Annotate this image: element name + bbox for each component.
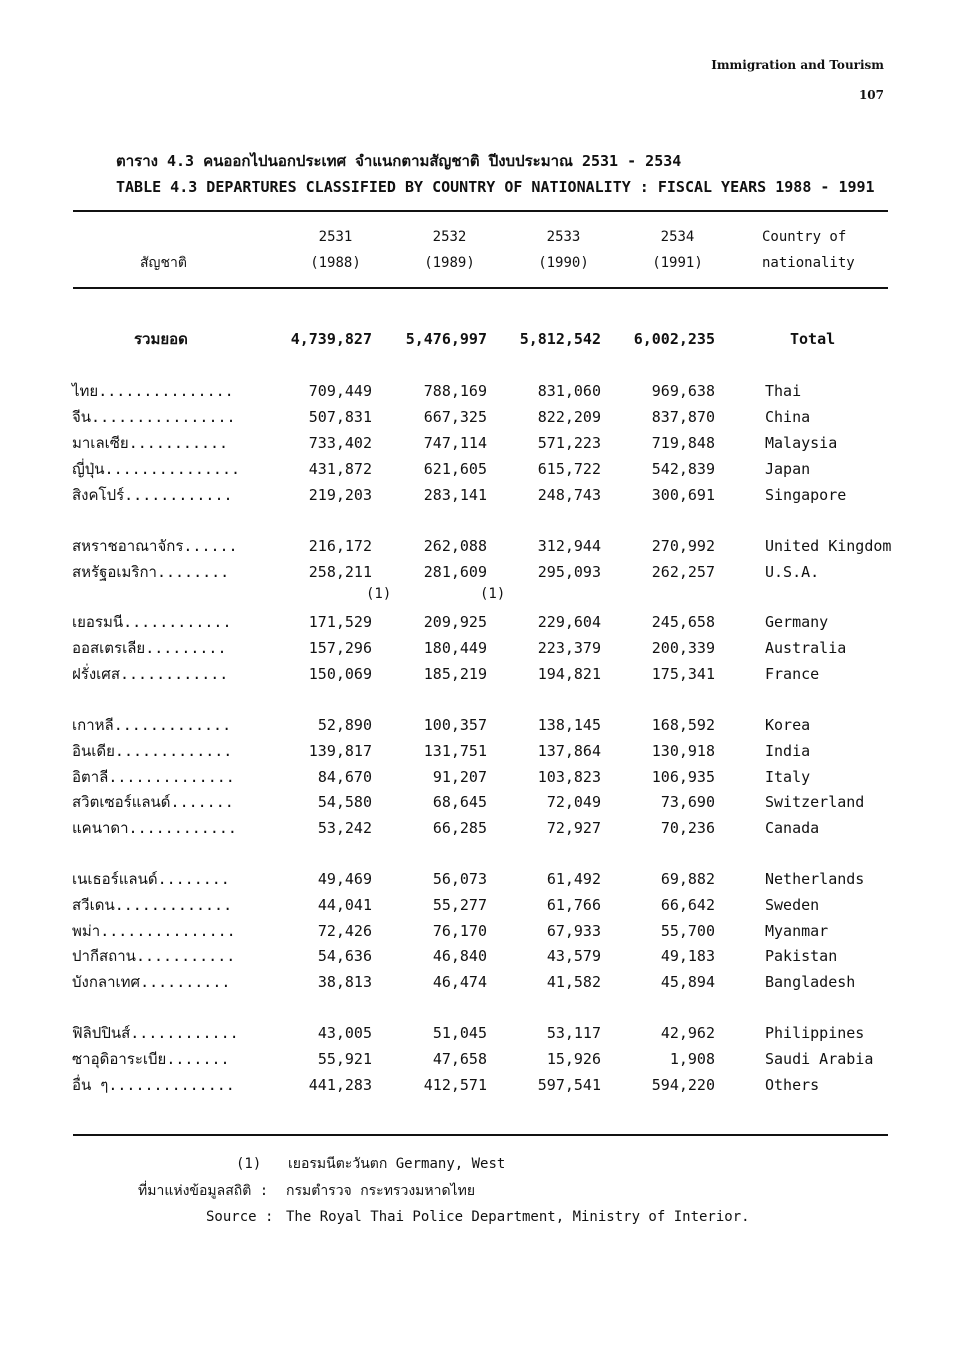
departures-value: 441,283 <box>308 1076 372 1094</box>
departures-value: 283,141 <box>423 486 487 504</box>
source-thai-text: กรมตำรวจ กระทรวงมหาดไทย <box>286 1183 476 1199</box>
header-nationality-thai: สัญชาติ <box>140 255 187 271</box>
nationality-english: Canada <box>765 819 820 837</box>
departures-value: 73,690 <box>660 793 715 811</box>
nationality-thai: ซาอุดิอาระเบีย....... <box>72 1050 230 1068</box>
total-label-thai: รวมยอด <box>134 330 188 348</box>
departures-value: 831,060 <box>537 382 601 400</box>
source-english-text: The Royal Thai Police Department, Ministry of Interior. <box>286 1209 750 1225</box>
departures-value: 55,921 <box>317 1050 372 1068</box>
departures-value: 49,469 <box>317 870 372 888</box>
nationality-thai: เยอรมนี............ <box>72 613 232 631</box>
nationality-english: Myanmar <box>765 922 829 940</box>
nationality-thai: สวิตเซอร์แลนด์....... <box>72 793 234 811</box>
table-row <box>0 1046 966 1072</box>
table-row <box>0 559 966 585</box>
nationality-thai: มาเลเซีย........... <box>72 434 229 452</box>
total-1991: 6,002,235 <box>633 330 715 348</box>
nationality-thai: ไทย............... <box>72 382 234 400</box>
nationality-thai: อินเดีย............. <box>72 742 233 760</box>
departures-value: 200,339 <box>651 639 715 657</box>
departures-value: 594,220 <box>651 1076 715 1094</box>
footnote-1-marker: (1) <box>236 1156 262 1172</box>
nationality-thai: อื่น ๆ.............. <box>72 1076 235 1094</box>
departures-value: 300,691 <box>651 486 715 504</box>
table-row <box>0 661 966 687</box>
nationality-thai: เนเธอร์แลนด์........ <box>72 870 230 888</box>
nationality-thai: ออสเตรเลีย......... <box>72 639 227 657</box>
departures-value: 137,864 <box>537 742 601 760</box>
nationality-thai: ญี่ปุ่น............... <box>72 460 241 478</box>
departures-value: 295,093 <box>537 563 601 581</box>
departures-value: 248,743 <box>537 486 601 504</box>
departures-value: 72,927 <box>546 819 601 837</box>
nationality-thai: พม่า............... <box>72 922 236 940</box>
departures-value: 41,582 <box>546 973 601 991</box>
departures-value: 837,870 <box>651 408 715 426</box>
table-title-thai: ตาราง 4.3 คนออกไปนอกประเทศ จำแนกตามสัญชาติ ปีงบประมาณ 2531 - 2534 <box>116 152 682 170</box>
departures-value: 42,962 <box>660 1024 715 1042</box>
nationality-english: Germany <box>765 613 829 631</box>
departures-value: 68,645 <box>432 793 487 811</box>
table-row <box>0 533 966 559</box>
departures-value: 788,169 <box>423 382 487 400</box>
nationality-english: Japan <box>765 460 811 478</box>
departures-value: 312,944 <box>537 537 601 555</box>
departures-value: 281,609 <box>423 563 487 581</box>
nationality-english: India <box>765 742 811 760</box>
departures-value: 46,840 <box>432 947 487 965</box>
footnote-ref-1988: (1) <box>366 586 392 602</box>
nationality-english: Saudi Arabia <box>765 1050 874 1068</box>
departures-value: 43,579 <box>546 947 601 965</box>
departures-value: 180,449 <box>423 639 487 657</box>
nationality-english: France <box>765 665 820 683</box>
departures-value: 15,926 <box>546 1050 601 1068</box>
nationality-english: Netherlands <box>765 870 865 888</box>
departures-value: 56,073 <box>432 870 487 888</box>
table-row <box>0 764 966 790</box>
nationality-thai: อิตาลี.............. <box>72 768 235 786</box>
table-title-english: TABLE 4.3 DEPARTURES CLASSIFIED BY COUNTRY OF NATIONALITY : FISCAL YEARS 1988 - 1991 <box>116 178 875 196</box>
nationality-thai: สวีเดน............. <box>72 896 233 914</box>
header-year-3: 2533 (1990) <box>538 229 589 271</box>
departures-value: 61,492 <box>546 870 601 888</box>
departures-value: 138,145 <box>537 716 601 734</box>
departures-value: 46,474 <box>432 973 487 991</box>
table-row <box>0 609 966 635</box>
departures-value: 61,766 <box>546 896 601 914</box>
departures-value: 49,183 <box>660 947 715 965</box>
source-english-label: Source : <box>206 1209 274 1225</box>
table-row <box>0 789 966 815</box>
total-1988: 4,739,827 <box>290 330 372 348</box>
departures-value: 157,296 <box>308 639 372 657</box>
departures-value: 55,700 <box>660 922 715 940</box>
departures-value: 270,992 <box>651 537 715 555</box>
departures-value: 66,642 <box>660 896 715 914</box>
nationality-english: Bangladesh <box>765 973 856 991</box>
nationality-thai: สหรัฐอเมริกา........ <box>72 563 230 581</box>
departures-value: 69,882 <box>660 870 715 888</box>
header-year-2: 2532 (1989) <box>424 229 475 271</box>
section-title: Immigration and Tourism <box>711 58 884 72</box>
departures-value: 709,449 <box>308 382 372 400</box>
departures-value: 719,848 <box>651 434 715 452</box>
table-titles <box>116 148 875 200</box>
departures-value: 431,872 <box>308 460 372 478</box>
nationality-english: Australia <box>765 639 847 657</box>
nationality-thai: ฝรั่งเศส............ <box>72 665 229 683</box>
departures-value: 53,117 <box>546 1024 601 1042</box>
total-1990: 5,812,542 <box>519 330 601 348</box>
nationality-english: Korea <box>765 716 811 734</box>
departures-value: 130,918 <box>651 742 715 760</box>
departures-value: 667,325 <box>423 408 487 426</box>
departures-value: 223,379 <box>537 639 601 657</box>
departures-value: 219,203 <box>308 486 372 504</box>
departures-value: 100,357 <box>423 716 487 734</box>
departures-value: 76,170 <box>432 922 487 940</box>
table-row <box>0 404 966 430</box>
departures-value: 52,890 <box>317 716 372 734</box>
table-row <box>0 1072 966 1098</box>
departures-value: 542,839 <box>651 460 715 478</box>
departures-value: 103,823 <box>537 768 601 786</box>
nationality-english: Switzerland <box>765 793 865 811</box>
table-row <box>0 635 966 661</box>
footnote-1-text: เยอรมนีตะวันตก Germany, West <box>288 1156 506 1172</box>
table-row <box>0 892 966 918</box>
page-number: 107 <box>858 88 884 102</box>
nationality-english: Others <box>765 1076 820 1094</box>
departures-value: 733,402 <box>308 434 372 452</box>
nationality-english: Malaysia <box>765 434 838 452</box>
table-row <box>0 969 966 995</box>
departures-value: 621,605 <box>423 460 487 478</box>
header-year-4: 2534 (1991) <box>652 229 703 271</box>
total-label-english: Total <box>790 330 836 348</box>
nationality-thai: เกาหลี............. <box>72 716 232 734</box>
departures-value: 209,925 <box>423 613 487 631</box>
table-row <box>0 943 966 969</box>
departures-value: 91,207 <box>432 768 487 786</box>
nationality-thai: จีน................ <box>72 408 236 426</box>
nationality-english: Singapore <box>765 486 847 504</box>
nationality-english: China <box>765 408 811 426</box>
nationality-thai: สิงคโปร์............ <box>72 486 233 504</box>
departures-value: 38,813 <box>317 973 372 991</box>
departures-value: 54,636 <box>317 947 372 965</box>
nationality-thai: แคนาดา............ <box>72 819 237 837</box>
table-row <box>0 430 966 456</box>
nationality-english: U.S.A. <box>765 563 820 581</box>
table-row <box>0 712 966 738</box>
table-row <box>0 738 966 764</box>
nationality-english: United Kingdom <box>765 537 892 555</box>
bottom-rule <box>73 1134 888 1136</box>
table-row <box>0 456 966 482</box>
departures-value: 139,817 <box>308 742 372 760</box>
departures-value: 43,005 <box>317 1024 372 1042</box>
departures-value: 245,658 <box>651 613 715 631</box>
total-1989: 5,476,997 <box>405 330 487 348</box>
departures-value: 53,242 <box>317 819 372 837</box>
table-row <box>0 866 966 892</box>
departures-value: 185,219 <box>423 665 487 683</box>
table-row <box>0 815 966 841</box>
total-row <box>0 326 966 352</box>
departures-value: 747,114 <box>423 434 487 452</box>
departures-value: 67,933 <box>546 922 601 940</box>
departures-value: 44,041 <box>317 896 372 914</box>
departures-value: 597,541 <box>537 1076 601 1094</box>
departures-value: 72,426 <box>317 922 372 940</box>
departures-value: 106,935 <box>651 768 715 786</box>
departures-value: 51,045 <box>432 1024 487 1042</box>
nationality-thai: สหราชอาณาจักร...... <box>72 537 238 555</box>
header-country-english: Country of nationality <box>762 229 855 271</box>
nationality-english: Philippines <box>765 1024 865 1042</box>
departures-value: 262,088 <box>423 537 487 555</box>
header-year-1: 2531 (1988) <box>310 229 361 271</box>
departures-value: 258,211 <box>308 563 372 581</box>
top-rule <box>73 210 888 212</box>
table-row <box>0 918 966 944</box>
nationality-english: Sweden <box>765 896 820 914</box>
departures-value: 969,638 <box>651 382 715 400</box>
departures-value: 229,604 <box>537 613 601 631</box>
nationality-english: Thai <box>765 382 802 400</box>
departures-value: 55,277 <box>432 896 487 914</box>
departures-value: 262,257 <box>651 563 715 581</box>
departures-value: 571,223 <box>537 434 601 452</box>
departures-value: 66,285 <box>432 819 487 837</box>
departures-value: 615,722 <box>537 460 601 478</box>
departures-value: 171,529 <box>308 613 372 631</box>
nationality-thai: บังกลาเทศ.......... <box>72 973 231 991</box>
source-thai-label: ที่มาแห่งข้อมูลสถิติ : <box>138 1183 269 1199</box>
departures-value: 54,580 <box>317 793 372 811</box>
departures-value: 1,908 <box>669 1050 715 1068</box>
footnote-ref-1989: (1) <box>480 586 506 602</box>
departures-value: 47,658 <box>432 1050 487 1068</box>
departures-value: 150,069 <box>308 665 372 683</box>
departures-value: 412,571 <box>423 1076 487 1094</box>
departures-value: 70,236 <box>660 819 715 837</box>
departures-value: 45,894 <box>660 973 715 991</box>
nationality-english: Pakistan <box>765 947 838 965</box>
nationality-english: Italy <box>765 768 811 786</box>
departures-value: 194,821 <box>537 665 601 683</box>
departures-value: 175,341 <box>651 665 715 683</box>
table-row <box>0 1020 966 1046</box>
departures-value: 84,670 <box>317 768 372 786</box>
departures-value: 72,049 <box>546 793 601 811</box>
departures-value: 131,751 <box>423 742 487 760</box>
nationality-thai: ปากีสถาน........... <box>72 947 236 965</box>
departures-value: 822,209 <box>537 408 601 426</box>
departures-value: 216,172 <box>308 537 372 555</box>
table-row <box>0 378 966 404</box>
nationality-thai: ฟิลิปปินส์............ <box>72 1024 239 1042</box>
running-header <box>711 50 884 110</box>
table-row <box>0 482 966 508</box>
header-rule <box>73 287 888 289</box>
departures-value: 168,592 <box>651 716 715 734</box>
departures-value: 507,831 <box>308 408 372 426</box>
